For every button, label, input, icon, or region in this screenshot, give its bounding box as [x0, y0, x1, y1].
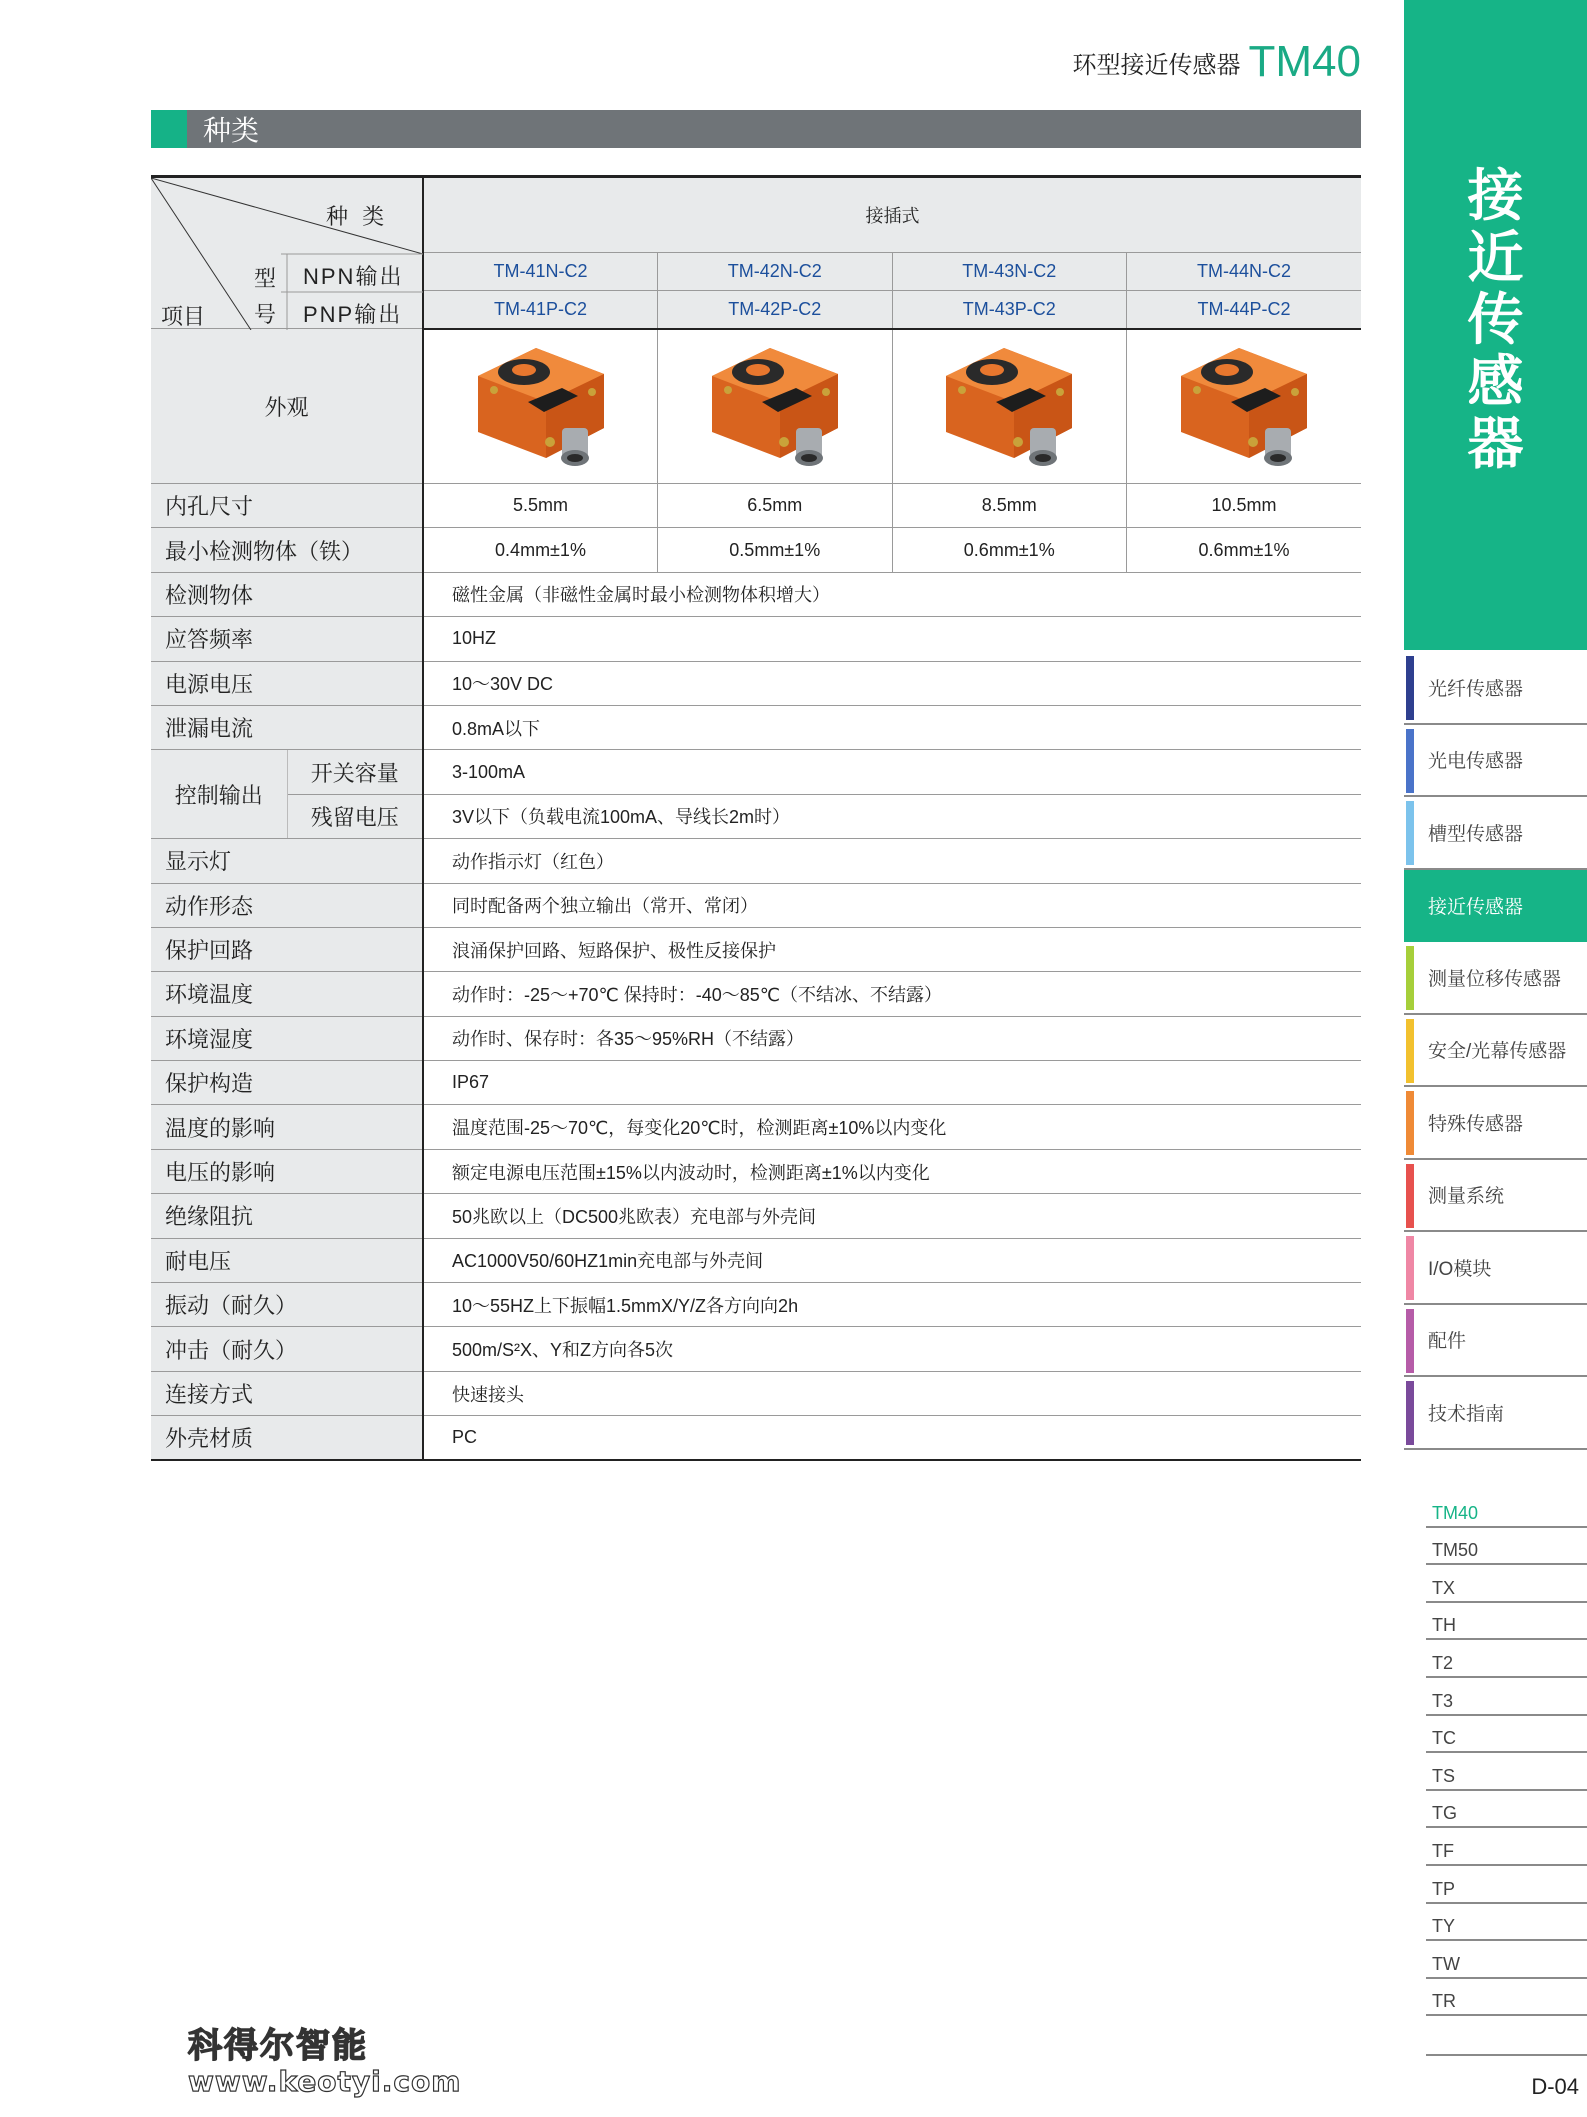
spec-row: [151, 1105, 1361, 1149]
min-target-value-1: 0.4mm±1%: [423, 528, 658, 572]
category-special[interactable]: [1404, 1087, 1587, 1160]
model-item-tm40[interactable]: TM40: [1426, 1490, 1587, 1528]
model-item-t2[interactable]: T2: [1426, 1640, 1587, 1678]
sidebar-title-char: 感: [1467, 350, 1524, 413]
sidebar-title-block: [1404, 0, 1587, 650]
spec-row: [151, 839, 1361, 883]
model-list: [1426, 1490, 1587, 2016]
spec-label: 温度的影响: [151, 1105, 423, 1149]
hole-size-value-1: 5.5mm: [423, 484, 658, 528]
section-accent: [151, 110, 187, 148]
hole-size-value-4: 10.5mm: [1127, 484, 1362, 528]
min-target-value-4: 0.6mm±1%: [1127, 528, 1362, 572]
spec-value: 快速接头: [423, 1371, 1361, 1415]
spec-value: 动作指示灯（红色）: [423, 839, 1361, 883]
spec-label: 连接方式: [151, 1371, 423, 1415]
sidebar-title-char: 传: [1467, 288, 1524, 351]
spec-row: [151, 705, 1361, 749]
npn-model-4: TM-44N-C2: [1127, 253, 1362, 291]
spec-row: [151, 617, 1361, 661]
table-header-row: [151, 177, 1361, 253]
category-color-bar: [1406, 1236, 1414, 1300]
spec-value: 500m/S²X、Y和Z方向各5次: [423, 1327, 1361, 1371]
hole-size-label: 内孔尺寸: [151, 484, 423, 528]
type-char-2: 号: [254, 302, 277, 327]
model-item-tx[interactable]: TX: [1426, 1565, 1587, 1603]
model-item-ty[interactable]: TY: [1426, 1904, 1587, 1942]
category-color-bar: [1406, 1381, 1414, 1445]
category-color-bar: [1406, 946, 1414, 1010]
category-guide[interactable]: [1404, 1377, 1587, 1450]
category-label: 技术指南: [1428, 1403, 1505, 1425]
spec-row: [151, 1238, 1361, 1282]
spec-row: [151, 1194, 1361, 1238]
category-label: 特殊传感器: [1428, 1113, 1524, 1135]
model-item-tr[interactable]: TR: [1426, 1979, 1587, 2017]
category-color-bar: [1406, 1019, 1414, 1083]
sensor-image-icon: [466, 336, 616, 476]
npn-label: NPN输出: [303, 264, 404, 289]
category-proximity[interactable]: [1404, 870, 1587, 943]
sensor-photo-2: [658, 329, 893, 484]
spec-label: 保护回路: [151, 927, 423, 971]
spec-row: [151, 1416, 1361, 1460]
residual-voltage-label: 残留电压: [287, 794, 423, 838]
page-header: [1072, 37, 1361, 86]
spec-label: 环境温度: [151, 972, 423, 1016]
min-target-label: 最小检测物体（铁）: [151, 528, 423, 572]
category-measurement[interactable]: [1404, 1160, 1587, 1233]
spec-label: 外壳材质: [151, 1416, 423, 1460]
category-label: 测量位移传感器: [1428, 968, 1562, 990]
spec-label: 显示灯: [151, 839, 423, 883]
kind-label: 种 类: [326, 204, 389, 229]
category-io[interactable]: [1404, 1232, 1587, 1305]
category-color-bar: [1406, 656, 1414, 720]
spec-label: 耐电压: [151, 1238, 423, 1282]
category-accessories[interactable]: [1404, 1305, 1587, 1378]
model-item-th[interactable]: TH: [1426, 1603, 1587, 1641]
control-output-row-2: [151, 794, 1361, 838]
page-subtitle: 环型接近传感器: [1072, 52, 1241, 79]
pnp-model-1: TM-41P-C2: [423, 291, 658, 329]
category-label: 测量系统: [1428, 1186, 1505, 1208]
category-label: 槽型传感器: [1428, 823, 1524, 845]
sensor-image-icon: [700, 336, 850, 476]
category-label: 光电传感器: [1428, 751, 1524, 773]
sensor-image-icon: [1169, 336, 1319, 476]
model-item-tc[interactable]: TC: [1426, 1716, 1587, 1754]
page-model-title: TM40: [1248, 37, 1361, 86]
category-color-bar: [1406, 1164, 1414, 1228]
category-photoelectric[interactable]: [1404, 725, 1587, 798]
section-title: 种类: [203, 115, 260, 146]
spec-row: [151, 661, 1361, 705]
category-label: I/O模块: [1428, 1258, 1492, 1280]
pnp-model-3: TM-43P-C2: [892, 291, 1127, 329]
category-label: 接近传感器: [1428, 897, 1524, 919]
spec-label: 电源电压: [151, 661, 423, 705]
spec-value: 动作时：-25～+70℃ 保持时：-40～85℃（不结冰、不结露）: [423, 972, 1361, 1016]
spec-label: 应答频率: [151, 617, 423, 661]
spec-row: [151, 572, 1361, 616]
model-item-ts[interactable]: TS: [1426, 1753, 1587, 1791]
npn-model-1: TM-41N-C2: [423, 253, 658, 291]
switch-capacity-label: 开关容量: [287, 750, 423, 794]
spec-row: [151, 883, 1361, 927]
model-item-tf[interactable]: TF: [1426, 1828, 1587, 1866]
model-item-tp[interactable]: TP: [1426, 1866, 1587, 1904]
spec-row: [151, 1149, 1361, 1193]
model-item-tw[interactable]: TW: [1426, 1941, 1587, 1979]
hole-size-row: [151, 484, 1361, 528]
min-target-value-2: 0.5mm±1%: [658, 528, 893, 572]
category-safety[interactable]: [1404, 1015, 1587, 1088]
model-item-tm50[interactable]: TM50: [1426, 1528, 1587, 1566]
category-color-bar: [1406, 1309, 1414, 1373]
table-corner-header: [151, 177, 423, 329]
spec-label: 保护构造: [151, 1061, 423, 1105]
watermark-name: 科得尔智能: [188, 2026, 368, 2066]
category-displacement[interactable]: [1404, 942, 1587, 1015]
sidebar: [1404, 0, 1587, 2117]
category-list: [1404, 652, 1587, 1450]
spec-row: [151, 1016, 1361, 1060]
spec-label: 电压的影响: [151, 1149, 423, 1193]
pnp-model-4: TM-44P-C2: [1127, 291, 1362, 329]
category-color-bar: [1406, 801, 1414, 865]
spec-label: 动作形态: [151, 883, 423, 927]
category-fiber[interactable]: [1404, 652, 1587, 725]
control-output-label: 控制输出: [151, 750, 287, 839]
spec-value: 10HZ: [423, 617, 1361, 661]
spec-value: 10～30V DC: [423, 661, 1361, 705]
spec-label: 冲击（耐久）: [151, 1327, 423, 1371]
min-target-row: [151, 528, 1361, 572]
residual-voltage-value: 3V以下（负载电流100mA、导线长2m时）: [423, 794, 1361, 838]
sensor-photo-1: [423, 329, 658, 484]
appearance-label: 外观: [151, 329, 423, 484]
sidebar-title-char: 近: [1467, 226, 1524, 289]
spec-row: [151, 1061, 1361, 1105]
model-item-t3[interactable]: T3: [1426, 1678, 1587, 1716]
spec-value: 10～55HZ上下振幅1.5mmX/Y/Z各方向向2h: [423, 1283, 1361, 1327]
spec-row: [151, 1327, 1361, 1371]
spec-row: [151, 972, 1361, 1016]
sensor-image-icon: [934, 336, 1084, 476]
spec-table: [151, 175, 1361, 1461]
spec-label: 环境湿度: [151, 1016, 423, 1060]
section-bar: [151, 110, 1361, 148]
spec-value: 动作时、保存时：各35～95%RH（不结露）: [423, 1016, 1361, 1060]
min-target-value-3: 0.6mm±1%: [892, 528, 1127, 572]
appearance-row: [151, 329, 1361, 484]
page-number: D-04: [1426, 2054, 1587, 2100]
hole-size-value-2: 6.5mm: [658, 484, 893, 528]
pnp-label: PNP输出: [303, 302, 403, 327]
spec-label: 检测物体: [151, 572, 423, 616]
sidebar-title-char: 接: [1467, 164, 1524, 227]
spec-label: 绝缘阻抗: [151, 1194, 423, 1238]
category-color-bar: [1406, 1091, 1414, 1155]
hole-size-value-3: 8.5mm: [892, 484, 1127, 528]
spec-row: [151, 1283, 1361, 1327]
watermark-url: www.keotyi.com: [188, 2065, 462, 2098]
category-label: 安全/光幕传感器: [1428, 1041, 1567, 1063]
model-item-tg[interactable]: TG: [1426, 1791, 1587, 1829]
spec-value: 50兆欧以上（DC500兆欧表）充电部与外壳间: [423, 1194, 1361, 1238]
spec-value: IP67: [423, 1061, 1361, 1105]
spec-label: 泄漏电流: [151, 705, 423, 749]
category-slot[interactable]: [1404, 797, 1587, 870]
type-char-1: 型: [254, 266, 277, 291]
spec-value: 温度范围-25～70℃，每变化20℃时，检测距离±10%以内变化: [423, 1105, 1361, 1149]
spec-value: 额定电源电压范围±15%以内波动时，检测距离±1%以内变化: [423, 1149, 1361, 1193]
spec-value: PC: [423, 1416, 1361, 1460]
spec-value: 磁性金属（非磁性金属时最小检测物体积增大）: [423, 572, 1361, 616]
watermark: [188, 2018, 462, 2098]
pnp-model-2: TM-42P-C2: [658, 291, 893, 329]
spec-value: 同时配备两个独立输出（常开、常闭）: [423, 883, 1361, 927]
spec-row: [151, 927, 1361, 971]
spec-value: 0.8mA以下: [423, 705, 1361, 749]
item-label: 项目: [161, 304, 206, 329]
sensor-photo-4: [1127, 329, 1362, 484]
category-label: 配件: [1428, 1331, 1467, 1353]
spec-label: 振动（耐久）: [151, 1283, 423, 1327]
sidebar-title: [1404, 165, 1587, 475]
spec-value: 浪涌保护回路、短路保护、极性反接保护: [423, 927, 1361, 971]
category-label: 光纤传感器: [1428, 678, 1524, 700]
plug-type-header: 接插式: [423, 177, 1361, 253]
switch-capacity-value: 3-100mA: [423, 750, 1361, 794]
category-color-bar: [1406, 729, 1414, 793]
spec-value: AC1000V50/60HZ1min充电部与外壳间: [423, 1238, 1361, 1282]
npn-model-2: TM-42N-C2: [658, 253, 893, 291]
sidebar-title-char: 器: [1467, 412, 1524, 475]
control-output-row-1: [151, 750, 1361, 794]
npn-model-3: TM-43N-C2: [892, 253, 1127, 291]
sensor-photo-3: [892, 329, 1127, 484]
spec-row: [151, 1371, 1361, 1415]
